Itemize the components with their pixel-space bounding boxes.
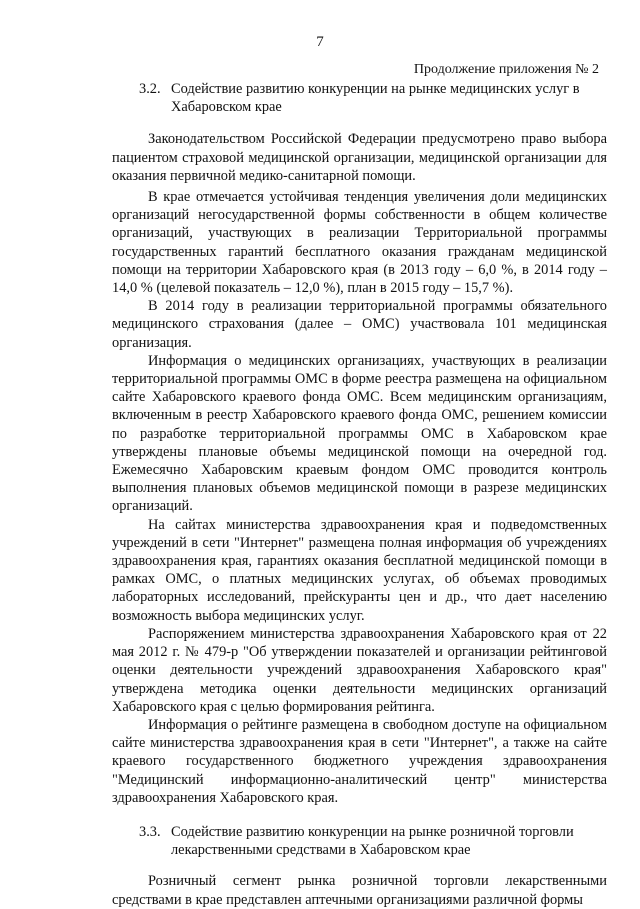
paragraph: В крае отмечается устойчивая тенденция увеличения доли медицинских организаций негосударственной формы собственности в общем количестве организаций, участвующих в реализации Территориальной программы государственных гарантий бесплатного оказания гражданам медицинской помощи на территории Хабаровского края (в 2013 году – 6,0 %, в 2014 году – 14,0 % (целевой показатель – 12,0 %), план в 2015 году – 15,7 %). <box>112 189 607 297</box>
section-3-2-heading <box>112 80 607 116</box>
section-3-3-title: Содействие развитию конкуренции на рынке розничной торговли лекарственными средствами в Хабаровском крае <box>171 823 574 859</box>
paragraph: Информация о медицинских организациях, участвующих в реализации территориальной программы ОМС в форме реестра размещена на официальном сайте Хабаровского краевого фонда ОМС. Всем медицинским организациям, включенным в реестр Хабаровского краевого фонда ОМС, решением комиссии по разработке территориальной программы ОМС в Хабаровском крае утверждены плановые объемы медицинской помощи на очередной год. Ежемесячно Хабаровским краевым фондом ОМС проводится контроль выполнения плановых объемов медицинской помощи в разрезе медицинских организаций. <box>112 352 607 515</box>
paragraph: В 2014 году в реализации территориальной программы обязательного медицинского страхования (далее – ОМС) участвовала 101 медицинская организация. <box>112 298 607 351</box>
section-3-3-heading <box>112 823 607 859</box>
paragraph: На сайтах министерства здравоохранения края и подведомственных учреждений в сети "Интернет" размещена полная информация об учреждениях здравоохранения края, гарантиях оказания бесплатной медицинской помощи в рамках ОМС, о платных медицинских услугах, об объемах проводимых лабораторных исследований, прейскуранты цен и др., что дает населению возможность выбора медицинских услуг. <box>112 516 607 624</box>
page-number: 7 <box>316 34 324 50</box>
section-3-2-title: Содействие развитию конкуренции на рынке медицинских услуг в Хабаровском крае <box>171 81 580 116</box>
section-3-3-number: 3.3. <box>139 823 161 840</box>
paragraph: Розничный сегмент рынка розничной торговли лекарственными средствами в крае представлен аптечными организациями различной формы <box>112 873 607 908</box>
paragraph: Законодательством Российской Федерации предусмотрено право выбора пациентом страховой медицинской организации, медицинской организации для оказания первичной медико-санитарной помощи. <box>112 131 607 184</box>
appendix-continuation-note: Продолжение приложения № 2 <box>413 62 599 77</box>
document-body <box>112 80 607 909</box>
section-3-2-number: 3.2. <box>139 81 161 97</box>
paragraph: Распоряжением министерства здравоохранения Хабаровского края от 22 мая 2012 г. № 479-р "Об утверждении показателей и организации рейтинговой оценки деятельности учреждений здравоохранения Хабаровского края" утверждена методика оценки деятельности медицинских организаций Хабаровского края с целью формирования рейтинга. <box>112 625 607 715</box>
paragraph: Информация о рейтинге размещена в свободном доступе на официальном сайте министерства здравоохранения края в сети "Интернет", а также на сайте краевого государственного бюджетного учреждения здравоохранения "Медицинский информационно-аналитический центр" министерства здравоохранения Хабаровского края. <box>112 716 607 806</box>
